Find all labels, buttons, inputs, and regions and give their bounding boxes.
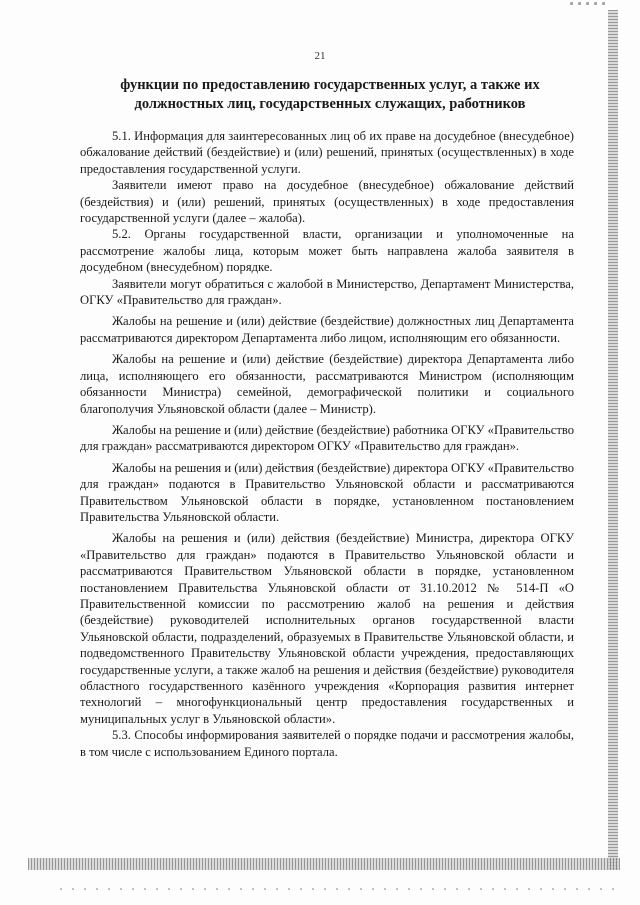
paragraph-applicants-right: Заявители имеют право на досудебное (внесудебное) обжалование действий (бездействия) и (или) решений, принятых (осуществленных) в ходе предоставления государственной услуги (далее – жалоба). — [80, 178, 574, 226]
paragraph-5-2: 5.2. Органы государственной власти, организации и уполномоченные на рассмотрение жалобы лица, которым может быть направлена жалоба заявителя в досудебном (внесудебном) порядке. — [80, 227, 574, 275]
scan-right-edge-shadow — [608, 10, 618, 870]
document-body — [80, 128, 574, 760]
scan-corner-artifact — [570, 2, 610, 5]
section-heading — [80, 76, 580, 114]
paragraph-minister: Жалобы на решения и (или) действия (бездействие) Министра, директора ОГКУ «Правительство для граждан» подаются в Правительство Ульяновской области и рассматриваются Правительством Ульяновской области в порядке, установленном постановлением Правительства Ульяновской области от 31.10.2012 № 514-П «О Правительственной комиссии по рассмотрению жалоб на решения и действия (бездействие) руководителей исполнительных органов государственной власти Ульяновской области, подразделений, образуемых в Правительстве Ульяновской области, и подведомственного Правительству Ульяновской области учреждения, предоставляющих государственные услуги, а также жалоб на решения и действия (бездействие) руководителя областного государственного казённого учреждения «Корпорация развития интернет технологий – многофункциональный центр предоставления государственных и муниципальных услуг в Ульяновской области». — [80, 531, 574, 726]
section-heading-line-1: функции по предоставлению государственных услуг, а также их — [120, 77, 540, 93]
paragraph-department-director: Жалобы на решение и (или) действие (бездействие) директора Департамента либо лица, исполняющего его обязанности, рассматриваются Министром (исполняющим обязанности Министра) семейной, демографической политики и социального благополучия Ульяновской области (далее – Министр). — [80, 352, 574, 416]
paragraph-5-3: 5.3. Способы информирования заявителей о порядке подачи и рассмотрения жалобы, в том числе с использованием Единого портала. — [80, 728, 574, 759]
page-number: 21 — [314, 50, 326, 62]
scan-bottom-dots — [60, 888, 620, 890]
paragraph-5-1: 5.1. Информация для заинтересованных лиц об их праве на досудебное (внесудебное) обжалование действий (бездействие) и (или) решений, принятых (осуществленных) в ходе предоставления государственной услуги. — [80, 129, 574, 176]
paragraph-ogku-worker: Жалобы на решение и (или) действие (бездействие) работника ОГКУ «Правительство для граждан» рассматриваются директором ОГКУ «Правительство для граждан». — [80, 422, 574, 454]
section-heading-line-2: должностных лиц, государственных служащих, работников — [134, 96, 526, 112]
paragraph-ogku-director: Жалобы на решения и (или) действия (бездействие) директора ОГКУ «Правительство для граждан» подаются в Правительство Ульяновской области и рассматриваются Правительством Ульяновской области в порядке, установленном постановлением Правительства Ульяновской области. — [80, 460, 574, 524]
paragraph-appeal-options: Заявители могут обратиться с жалобой в Министерство, Департамент Министерства, ОГКУ «Правительство для граждан». — [80, 276, 574, 308]
scan-bottom-edge-shadow — [28, 858, 620, 870]
paragraph-department-officials: Жалобы на решение и (или) действие (бездействие) должностных лиц Департамента рассматриваются директором Департамента либо лицом, исполняющим его обязанности. — [80, 314, 574, 345]
